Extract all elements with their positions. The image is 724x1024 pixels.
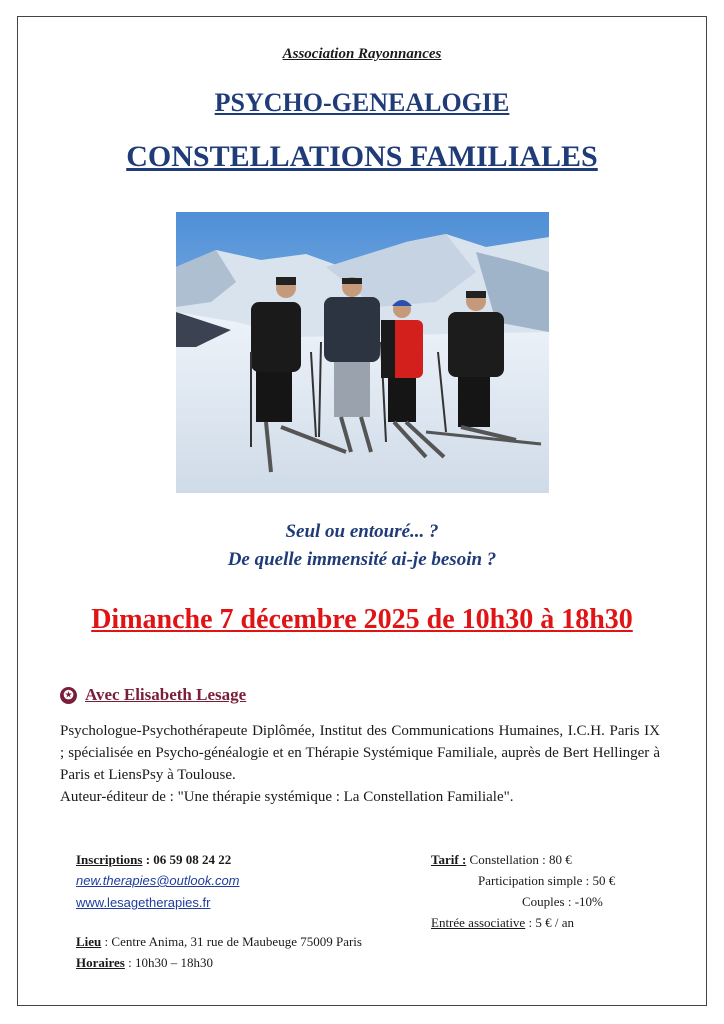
horaires-label: Horaires [76, 955, 125, 970]
tarif-couples: Couples : -10% [522, 894, 603, 909]
page-title: CONSTELLATIONS FAMILIALES [126, 140, 598, 173]
host-bio-paragraph: Psychologue-Psychothérapeute Diplômée, Institut des Communications Humaines, I.C.H. Paris IX ; spécialisée en Psycho-généalogie et en Thérapie Systémique Familiale, auprès de Bert Hellinger à Paris et LiensPsy à Toulouse. [60, 723, 660, 783]
entree-line [431, 915, 574, 931]
website-link[interactable]: www.lesagetherapies.fr [76, 895, 211, 910]
tarif-line [431, 852, 572, 868]
star-icon: ✪ [60, 687, 77, 704]
event-date: Dimanche 7 décembre 2025 de 10h30 à 18h30 [91, 604, 633, 635]
host-bio-publication: Auteur-éditeur de : "Une thérapie systémique : La Constellation Familiale". [60, 789, 514, 805]
host-bio [60, 720, 660, 808]
question-line-2: De quelle immensité ai-je besoin ? [227, 549, 497, 570]
lieu-label: Lieu [76, 934, 102, 949]
page-subtitle: PSYCHO-GENEALOGIE [214, 88, 510, 117]
host-heading [60, 685, 246, 705]
association-name: Association Rayonnances [282, 46, 442, 62]
host-name: Avec Elisabeth Lesage [85, 685, 247, 704]
email-link[interactable]: new.therapies@outlook.com [76, 873, 240, 888]
lieu-line [76, 934, 362, 950]
inscriptions-line [76, 852, 231, 868]
tarif-label: Tarif : [431, 852, 467, 867]
inscriptions-phone: : 06 59 08 24 22 [145, 852, 232, 867]
tarif-participation: Participation simple : 50 € [478, 873, 616, 888]
entree-label: Entrée associative [431, 915, 526, 930]
horaires-line [76, 955, 213, 971]
inscriptions-label: Inscriptions [76, 852, 143, 867]
lieu-value: : Centre Anima, 31 rue de Maubeuge 75009 Paris [104, 934, 362, 949]
question-line-1: Seul ou entouré... ? [285, 521, 439, 542]
tarif-constellation: Constellation : 80 € [469, 852, 572, 867]
ski-group-photo [176, 212, 549, 493]
entree-value: : 5 € / an [528, 915, 574, 930]
horaires-value: : 10h30 – 18h30 [128, 955, 213, 970]
